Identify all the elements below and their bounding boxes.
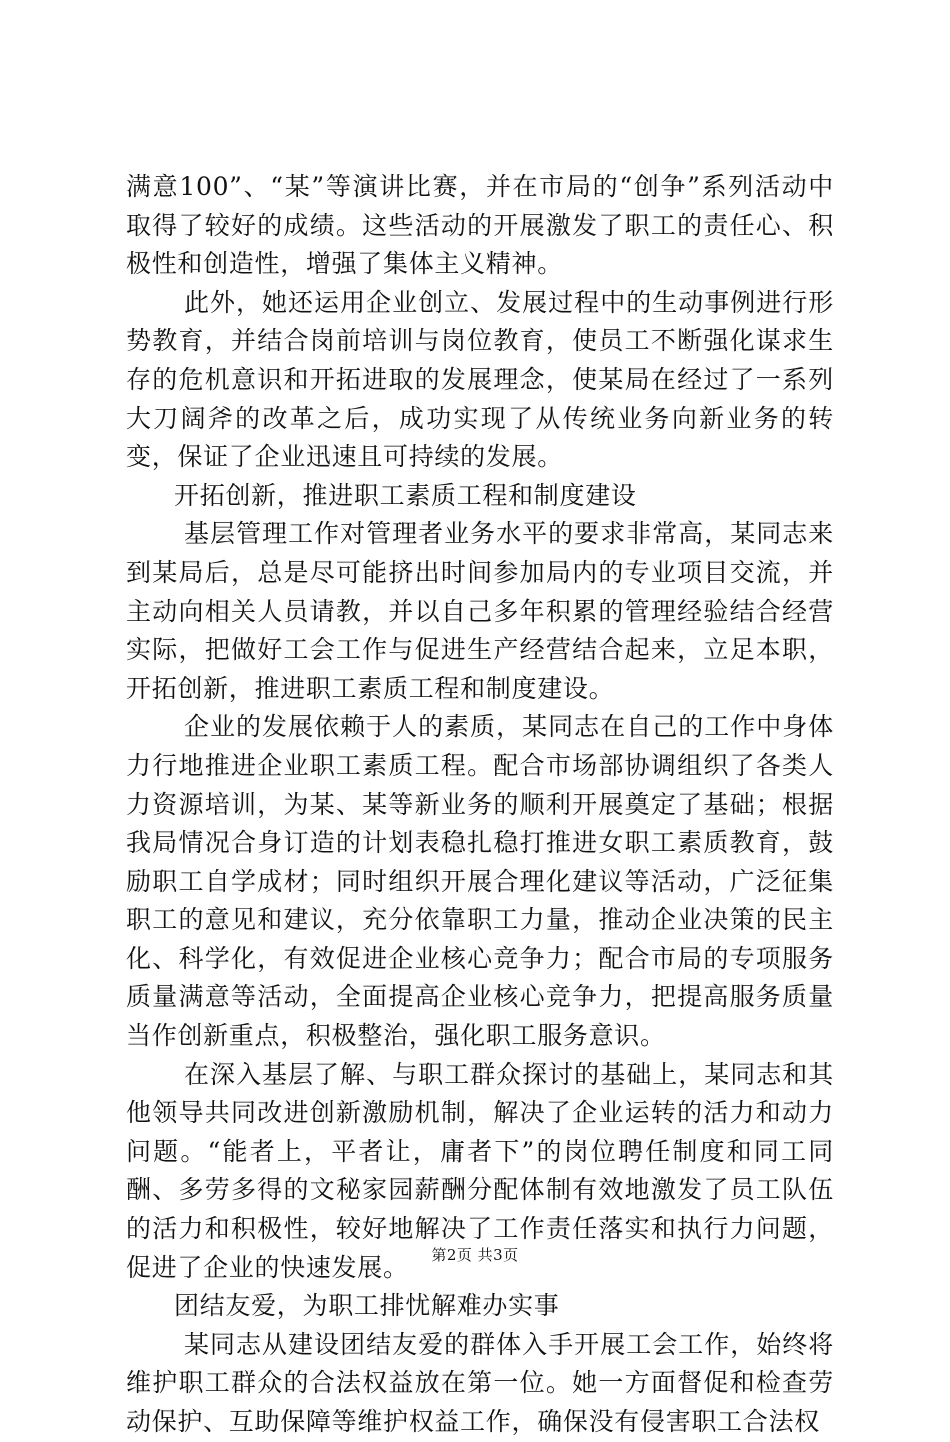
paragraph-continuation: 满意100”、“某”等演讲比赛，并在市局的“创争”系列活动中取得了较好的成绩。这些活动的开展激发了职工的责任心、积极性和创造性，增强了集体主义精神。 [126, 172, 834, 279]
paragraph-management-work: 基层管理工作对管理者业务水平的要求非常高，某同志来到某局后，总是尽可能挤出时间参加局内的专业项目交流，并主动向相关人员请教，并以自己多年积累的管理经验结合经营实际，把做好工会工作与促进生产经营结合起来，立足本职，开拓创新，推进职工素质工程和制度建设。 [126, 519, 834, 703]
section-heading-innovation: 开拓创新，推进职工素质工程和制度建设 [174, 480, 637, 510]
page-number-label: 第2页 共3页 [431, 1246, 519, 1264]
paragraph-worker-rights: 某同志从建设团结友爱的群体入手开展工会工作，始终将维护职工群众的合法权益放在第一位。她一方面督促和检查劳动保护、互助保障等维护权益工作，确保没有侵害职工合法权 [126, 1329, 834, 1436]
paragraph-situation-education: 此外，她还运用企业创立、发展过程中的生动事例进行形势教育，并结合岗前培训与岗位教育，使员工不断强化谋求生存的危机意识和开拓进取的发展理念，使某局在经过了一系列大刀阔斧的改革之后，成功实现了从传统业务向新业务的转变，保证了企业迅速且可持续的发展。 [126, 287, 834, 472]
page-footer [0, 1244, 950, 1265]
paragraph-incentive-mechanism: 在深入基层了解、与职工群众探讨的基础上，某同志和其他领导共同改进创新激励机制，解决了企业运转的活力和动力问题。“能者上，平者让，庸者下”的岗位聘任制度和同工同酬、多劳多得的文秘家园薪酬分配体制有效地激发了员工队伍的活力和积极性，较好地解决了工作责任落实和执行力问题，促进了企业的快速发展。 [126, 1059, 834, 1282]
paragraph-quality-project: 企业的发展依赖于人的素质，某同志在自己的工作中身体力行地推进企业职工素质工程。配合市场部协调组织了各类人力资源培训，为某、某等新业务的顺利开展奠定了基础；根据我局情况合身订造的计划表稳扎稳打推进女职工素质教育，鼓励职工自学成材；同时组织开展合理化建议等活动，广泛征集职工的意见和建议，充分依靠职工力量，推动企业决策的民主化、科学化，有效促进企业核心竞争力；配合市局的专项服务质量满意等活动，全面提高企业核心竞争力，把提高服务质量当作创新重点，积极整治，强化职工服务意识。 [126, 712, 834, 1051]
section-heading-unity: 团结友爱，为职工排忧解难办实事 [174, 1291, 560, 1321]
